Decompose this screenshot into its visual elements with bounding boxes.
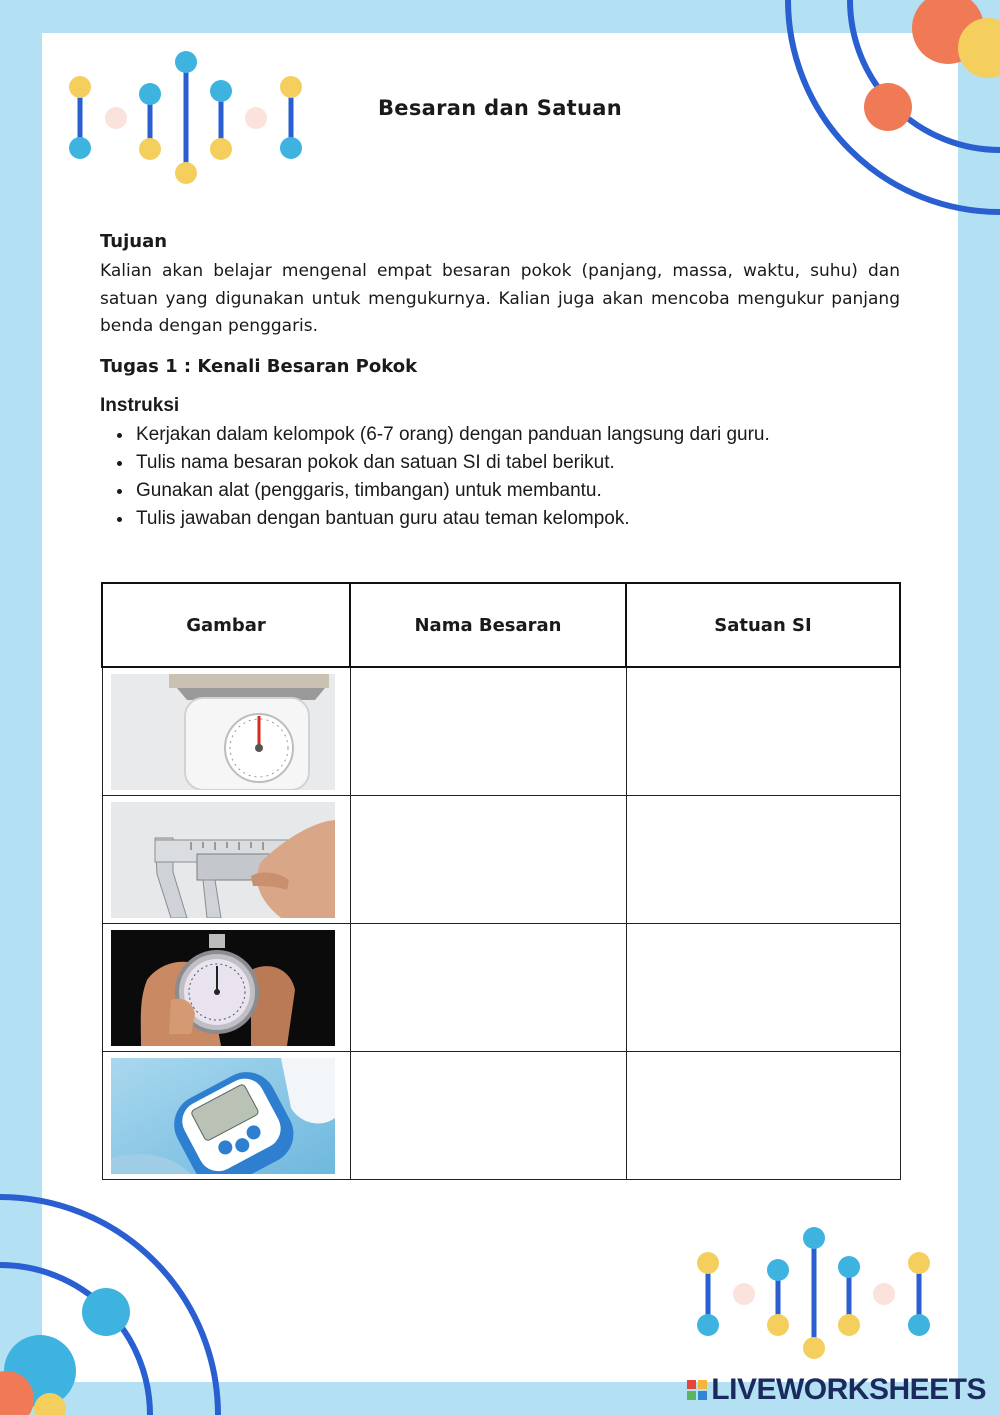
instruction-item: • Kerjakan dalam kelompok (6-7 orang) dengan panduan langsung dari guru. <box>134 421 934 449</box>
instruction-item: • Gunakan alat (penggaris, timbangan) untuk membantu. <box>134 477 934 505</box>
image-cell <box>102 924 350 1052</box>
quantity-name-cell[interactable] <box>350 924 626 1052</box>
header-quantity-name: Nama Besaran <box>350 583 626 667</box>
quantity-name-cell[interactable] <box>350 1052 626 1180</box>
infrared-thermometer-icon <box>111 1058 335 1174</box>
image-cell <box>102 796 350 924</box>
kitchen-scale-icon <box>111 674 335 790</box>
quantity-name-cell[interactable] <box>350 796 626 924</box>
measurement-table <box>101 582 901 1180</box>
vernier-caliper-icon <box>111 802 335 918</box>
orbit-decoration-bottom-icon <box>0 1185 240 1415</box>
table-header-row <box>102 583 900 667</box>
instruction-item: • Tulis jawaban dengan bantuan guru atau teman kelompok. <box>134 505 934 533</box>
instructions-list <box>100 421 934 533</box>
image-cell <box>102 667 350 796</box>
table-row <box>102 1052 900 1180</box>
si-unit-cell[interactable] <box>626 1052 900 1180</box>
instructions-heading: Instruksi <box>100 395 180 416</box>
table-row <box>102 924 900 1052</box>
quantity-name-cell[interactable] <box>350 667 626 796</box>
si-unit-cell[interactable] <box>626 924 900 1052</box>
liveworksheets-logo[interactable] <box>687 1373 986 1407</box>
brand-name: LIVEWORKSHEETS <box>711 1373 986 1406</box>
molecule-decoration-bottom-icon <box>688 1220 948 1370</box>
task-heading: Tugas 1 : Kenali Besaran Pokok <box>100 356 418 377</box>
stopwatch-icon <box>111 930 335 1046</box>
orbit-decoration-top-icon <box>760 0 1000 230</box>
header-si-unit: Satuan SI <box>626 583 900 667</box>
si-unit-cell[interactable] <box>626 667 900 796</box>
si-unit-cell[interactable] <box>626 796 900 924</box>
image-cell <box>102 1052 350 1180</box>
header-image: Gambar <box>102 583 350 667</box>
page-title: Besaran dan Satuan <box>378 96 622 120</box>
table-row <box>102 796 900 924</box>
liveworksheets-mark-icon <box>687 1380 707 1400</box>
table-row <box>102 667 900 796</box>
goal-text: Kalian akan belajar mengenal empat besaran pokok (panjang, massa, waktu, suhu) dan satuan yang digunakan untuk mengukurnya. Kalian juga akan mencoba mengukur panjang benda dengan penggaris. <box>100 261 900 336</box>
molecule-decoration-top-icon <box>60 45 320 195</box>
goal-heading: Tujuan <box>100 231 168 252</box>
instruction-item: • Tulis nama besaran pokok dan satuan SI di tabel berikut. <box>134 449 934 477</box>
